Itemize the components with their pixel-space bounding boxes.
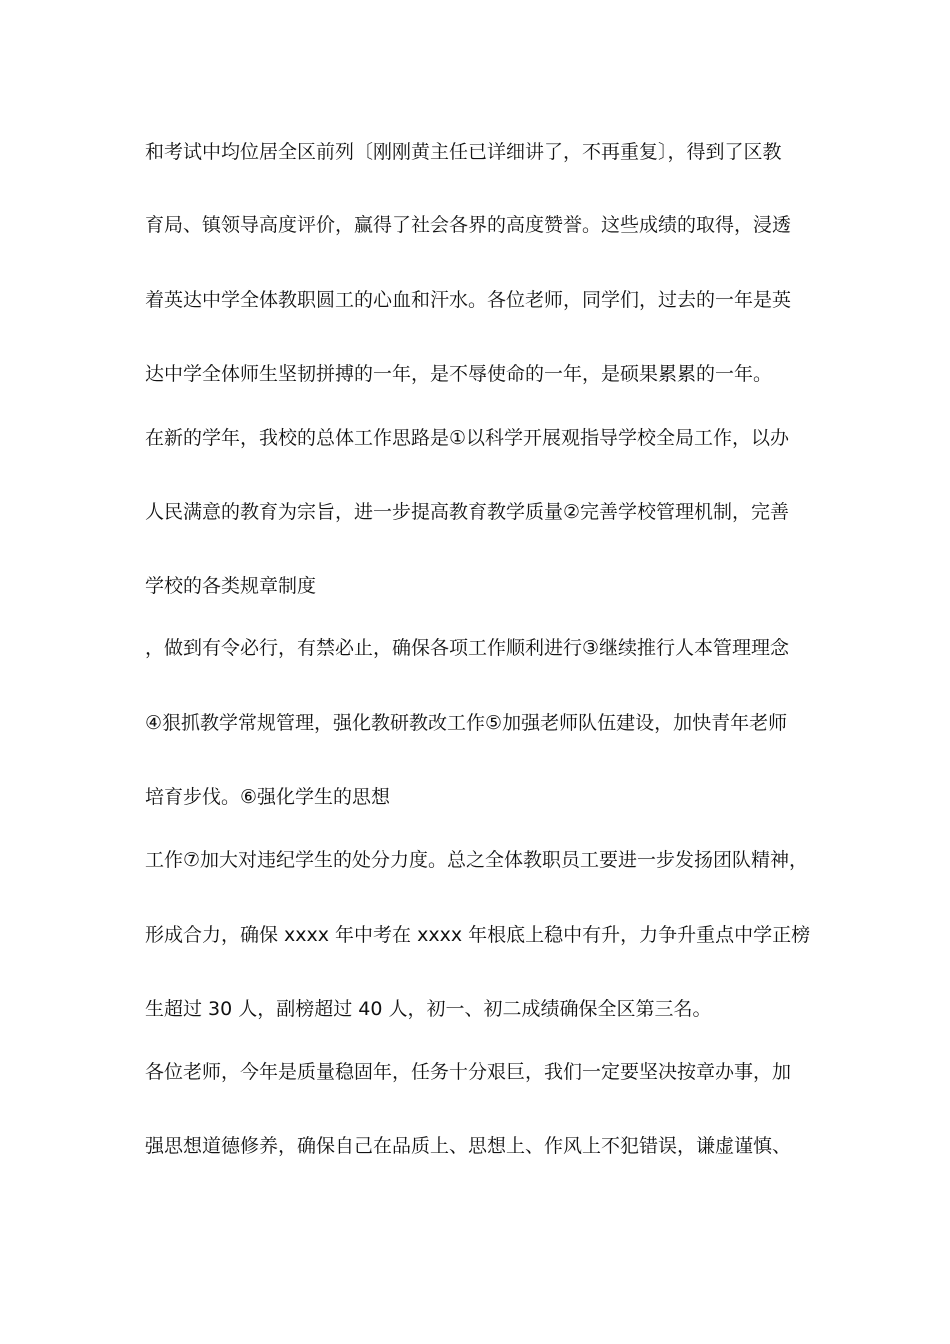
text-line-9: ④狠抓教学常规管理，强化教研教改工作⑤加强老师队伍建设，加快青年老师 bbox=[145, 712, 788, 734]
text-line-7: 学校的各类规章制度 bbox=[145, 575, 317, 597]
text-line-5: 在新的学年，我校的总体工作思路是①以科学开展观指导学校全局工作，以办 bbox=[145, 427, 790, 449]
text-line-15: 强思想道德修养，确保自己在品质上、思想上、作风上不犯错误，谦虚谨慎、 bbox=[145, 1135, 792, 1157]
text-line-14: 各位老师，今年是质量稳固年，任务十分艰巨，我们一定要坚决按章办事，加 bbox=[145, 1061, 792, 1083]
text-line-10: 培育步伐。⑥强化学生的思想 bbox=[145, 786, 391, 808]
text-line-8: ，做到有令必行，有禁必止，确保各项工作顺利进行③继续推行人本管理理念 bbox=[145, 637, 790, 659]
text-line-2: 育局、镇领导高度评价，赢得了社会各界的高度赞誉。这些成绩的取得，浸透 bbox=[145, 214, 792, 236]
text-line-6: 人民满意的教育为宗旨，进一步提高教育教学质量②完善学校管理机制，完善 bbox=[145, 501, 790, 523]
text-line-13: 生超过 30 人，副榜超过 40 人，初一、初二成绩确保全区第三名。 bbox=[145, 998, 712, 1020]
text-line-4: 达中学全体师生坚韧拼搏的一年，是不辱使命的一年，是硕果累累的一年。 bbox=[145, 363, 773, 385]
text-line-11: 工作⑦加大对违纪学生的处分力度。总之全体教职员工要进一步发扬团队精神， bbox=[145, 849, 809, 871]
text-line-12: 形成合力，确保 xxxx 年中考在 xxxx 年根底上稳中有升，力争升重点中学正榜 bbox=[145, 924, 811, 946]
text-line-3: 着英达中学全体教职圆工的心血和汗水。各位老师，同学们，过去的一年是英 bbox=[145, 289, 792, 311]
text-line-1: 和考试中均位居全区前列〔刚刚黄主任已详细讲了，不再重复〕，得到了区教 bbox=[145, 141, 782, 163]
